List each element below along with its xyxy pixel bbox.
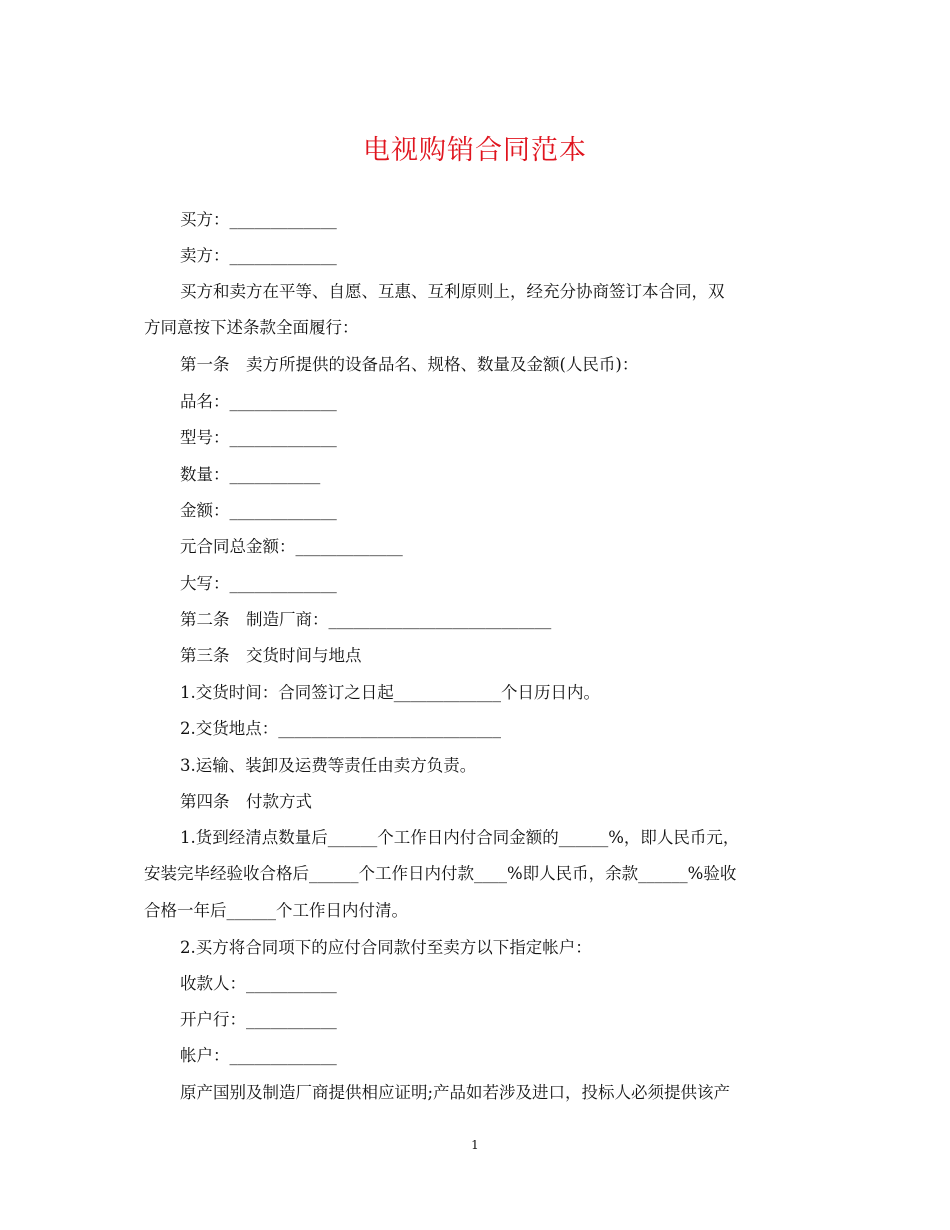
buyer-line: 买方：_____________ — [180, 210, 337, 229]
delivery-time-line: 1.交货时间：合同签订之日起_____________个日历日内。 — [180, 683, 600, 702]
account-line: 帐户：_____________ — [180, 1046, 337, 1065]
page-number: 1 — [471, 1138, 479, 1152]
document-title: 电视购销合同范本 — [363, 135, 587, 166]
amount-line: 金额：_____________ — [180, 501, 337, 520]
bank-line: 开户行：___________ — [180, 1010, 337, 1029]
article-4-heading: 第四条 付款方式 — [180, 792, 312, 811]
payment-terms-line-2: 安装完毕经验收合格后______个工作日内付款____%即人民币，余款______%验收 — [144, 864, 737, 883]
origin-certificate-line: 原产国别及制造厂商提供相应证明;产品如若涉及进口，投标人必须提供该产 — [180, 1083, 731, 1102]
payment-terms-line-1: 1.货到经清点数量后______个工作日内付合同金额的______%，即人民币元， — [180, 828, 740, 847]
model-line: 型号：_____________ — [180, 428, 337, 447]
total-amount-line: 元合同总金额：_____________ — [180, 537, 403, 556]
article-3-heading: 第三条 交货时间与地点 — [180, 646, 362, 665]
delivery-place-line: 2.交货地点：___________________________ — [180, 719, 501, 738]
article-1-heading: 第一条 卖方所提供的设备品名、规格、数量及金额(人民币)： — [180, 355, 639, 374]
seller-line: 卖方：_____________ — [180, 246, 337, 265]
article-2-manufacturer: 第二条 制造厂商：___________________________ — [180, 610, 552, 629]
quantity-line: 数量：___________ — [180, 465, 321, 484]
payee-line: 收款人：___________ — [180, 974, 337, 993]
preamble-line-2: 方同意按下述条款全面履行： — [144, 318, 359, 337]
amount-in-words-line: 大写：_____________ — [180, 574, 337, 593]
product-name-line: 品名：_____________ — [180, 392, 337, 411]
payment-terms-line-3: 合格一年后______个工作日内付清。 — [144, 901, 408, 920]
transport-line: 3.运输、装卸及运费等责任由卖方负责。 — [180, 756, 477, 775]
payment-account-line: 2.买方将合同项下的应付合同款付至卖方以下指定帐户： — [180, 938, 592, 957]
preamble-line-1: 买方和卖方在平等、自愿、互惠、互利原则上，经充分协商签订本合同，双 — [180, 282, 725, 301]
